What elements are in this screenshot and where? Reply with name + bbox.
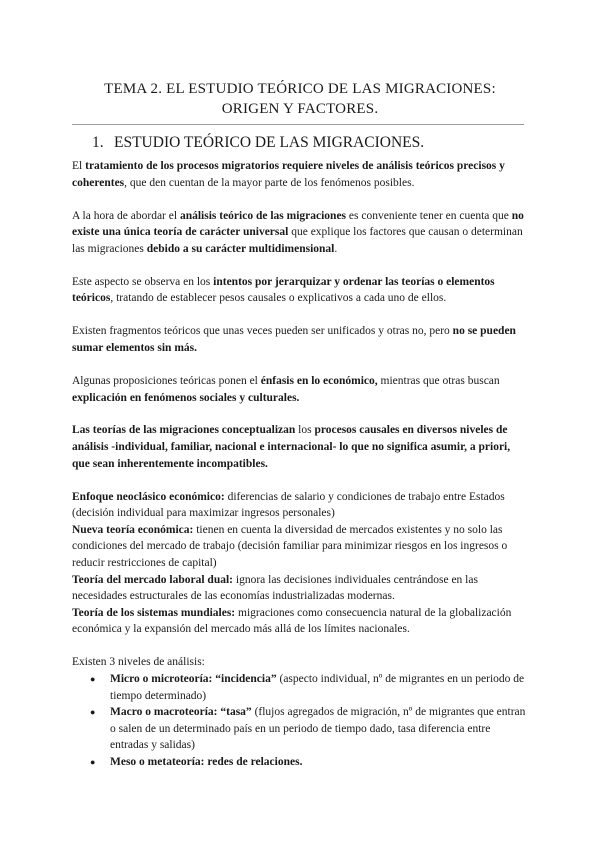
title-divider (72, 124, 524, 125)
theory-label: Teoría del mercado laboral dual: (72, 573, 233, 586)
text-run: mientras que otras buscan (377, 374, 500, 387)
theory-label: Enfoque neoclásico económico: (72, 490, 225, 503)
title-line-2: ORIGEN Y FACTORES. (221, 101, 379, 117)
bullet-icon: ● (90, 673, 96, 684)
text-run: Existen fragmentos teóricos que unas veces pueden ser unificados y otras no, pero (72, 325, 453, 338)
bullet-icon: ● (90, 756, 96, 767)
theory-label: Teoría de los sistemas mundiales: (72, 606, 236, 619)
levels-intro: Existen 3 niveles de análisis: (72, 656, 205, 669)
level-label: Meso o metateoría: redes de relaciones. (110, 755, 303, 768)
list-item (72, 704, 528, 754)
bold-run: debido a su carácter multidimensional (146, 242, 335, 255)
text-run: Este aspecto se observa en los (72, 275, 214, 288)
bold-run: énfasis en lo económico, (260, 374, 378, 387)
list-item (72, 671, 528, 704)
text-run: los (295, 424, 315, 437)
section-heading-text: ESTUDIO TEÓRICO DE LAS MIGRACIONES. (114, 134, 425, 151)
theory-label: Nueva teoría económica: (72, 523, 194, 536)
bold-run: procesos causales en diversos niveles de análisis -individual, familiar, nacional e internacional- lo que no significa asumir, a priori, que sean inherentemente incompatibles. (72, 424, 511, 470)
theory-text: diferencias de salario y condiciones de trabajo entre Estados (decisión individual para maximizar ingresos personales) (72, 490, 505, 520)
bullet-icon: ● (90, 707, 96, 718)
paragraph-2 (72, 208, 528, 258)
levels-list (72, 671, 528, 771)
theory-item (72, 605, 528, 638)
section-heading (92, 133, 424, 153)
section-number: 1. (92, 134, 104, 151)
text-run: Algunas proposiciones teóricas ponen el (72, 374, 261, 387)
text-run: , que den cuentan de la mayor parte de los fenómenos posibles. (124, 176, 415, 189)
paragraph-5 (72, 373, 528, 406)
text-run: que explique los factores que causan o determinan las migraciones (72, 226, 523, 255)
theory-item (72, 489, 528, 522)
bold-run: no se pueden sumar elementos sin más. (72, 325, 516, 354)
bold-run: Las teorías de las migraciones conceptualizan (72, 424, 296, 437)
bold-run: intentos por jerarquizar y ordenar las teorías o elementos teóricos (72, 275, 495, 305)
text-run: es conveniente tener en cuenta que (346, 209, 512, 222)
document-body (72, 158, 528, 771)
theory-item (72, 522, 528, 572)
paragraph-3 (72, 274, 528, 307)
level-label: Micro o microteoría: “incidencia” (110, 672, 277, 685)
theories-block (72, 489, 528, 638)
bold-run: explicación en fenómenos sociales y culturales. (72, 391, 300, 404)
theory-text: tienen en cuenta la diversidad de mercados existentes y no solo las condiciones del mercado de trabajo (decisión familiar para minimizar riesgos en los ingresos o reducir restricciones de capital) (72, 523, 508, 570)
list-item (72, 754, 528, 771)
text-run: El (72, 160, 86, 172)
level-text: (flujos agregados de migración, nº de migrantes que entran o salen de un determinado país en un periodo de tiempo dado, tasa diferencia entre entradas y salidas) (110, 706, 526, 752)
title-line-1: TEMA 2. EL ESTUDIO TEÓRICO DE LAS MIGRACIONES: (104, 81, 496, 97)
paragraph-1 (72, 158, 528, 191)
text-run: A la hora de abordar el (72, 209, 180, 222)
theory-text: ignora las decisiones individuales centrándose en las necesidades estructurales de las economías industrializadas modernas. (72, 573, 478, 603)
theory-text: migraciones como consecuencia natural de la globalización económica y la expansión del mercado más allá de los límites nacionales. (72, 606, 512, 636)
theory-item (72, 572, 528, 605)
level-text: (aspecto individual, nº de migrantes en un periodo de tiempo determinado) (110, 672, 525, 702)
bold-run: tratamiento de los procesos migratorios requiere niveles de análisis teóricos precisos y coherentes (72, 160, 505, 189)
paragraph-6 (72, 422, 528, 472)
bold-run: no existe una única teoría de carácter universal (72, 209, 524, 239)
paragraph-4 (72, 323, 528, 356)
bold-run: análisis teórico de las migraciones (179, 209, 347, 222)
level-label: Macro o macroteoría: “tasa” (110, 706, 252, 719)
text-run: . (334, 242, 338, 255)
text-run: , tratando de establecer pesos causales o explicativos a cada uno de ellos. (110, 292, 447, 305)
document-title (0, 79, 600, 119)
